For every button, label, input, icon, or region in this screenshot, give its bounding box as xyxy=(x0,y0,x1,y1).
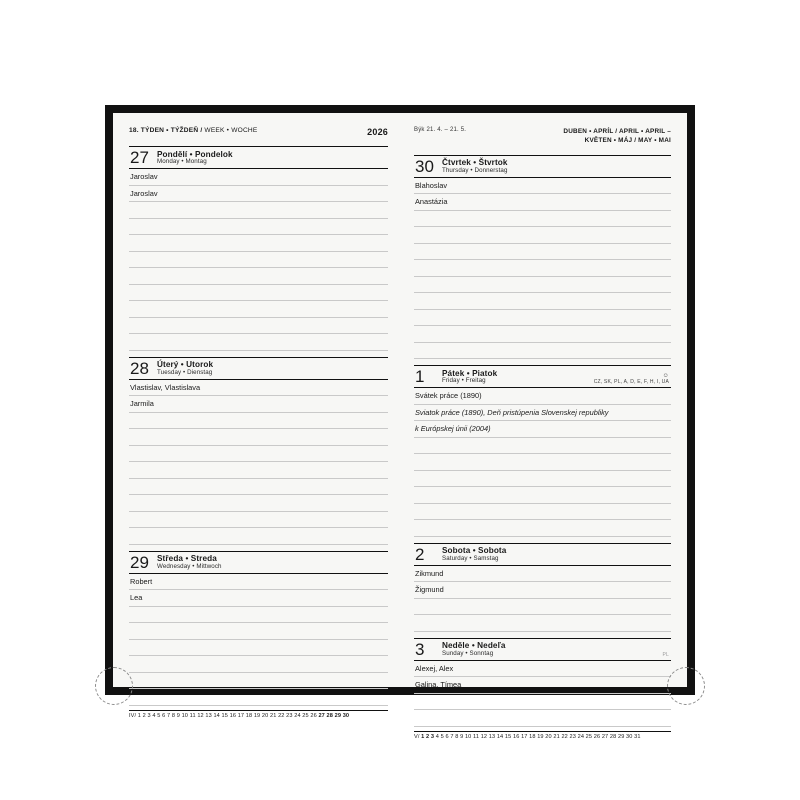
day-block-1 xyxy=(414,365,671,537)
day-number: 30 xyxy=(415,156,434,176)
note-line[interactable] xyxy=(129,334,388,351)
note-line[interactable] xyxy=(414,487,671,504)
footer-month-roman: IV/ xyxy=(129,712,137,719)
note-line[interactable] xyxy=(129,235,388,252)
day-block-3 xyxy=(414,638,671,727)
note-line[interactable] xyxy=(414,260,671,277)
day-lines xyxy=(414,566,671,632)
day-name-main: Pondělí • Pondelok xyxy=(157,149,233,159)
note-line[interactable] xyxy=(129,673,388,690)
note-line[interactable] xyxy=(129,640,388,657)
diary-pages xyxy=(113,113,687,740)
month-range-line2: KVĚTEN • MÁJ / MAY • MAI xyxy=(584,137,671,145)
page-corner-arc xyxy=(95,667,133,705)
note-line[interactable] xyxy=(414,438,671,455)
note-line[interactable] xyxy=(129,429,388,446)
diary-spread xyxy=(105,105,695,740)
name-day-entry: Galina, Tímea xyxy=(414,677,671,694)
holiday-country-list: CZ, SK, PL, A, D, E, F, H, I, UA xyxy=(593,379,669,386)
day-lines xyxy=(129,380,388,545)
day-header xyxy=(414,155,671,178)
day-name-sub: Thursday • Donnerstag xyxy=(442,166,508,174)
day-block-29 xyxy=(129,551,388,706)
note-line[interactable] xyxy=(129,689,388,706)
holiday-entry-sk-cont xyxy=(414,421,671,438)
day-header xyxy=(414,365,671,388)
holiday-entry-sk xyxy=(414,405,671,422)
note-line[interactable] xyxy=(129,413,388,430)
note-line[interactable] xyxy=(129,512,388,529)
day-number: 2 xyxy=(415,544,425,564)
name-day-entry: Robert xyxy=(129,574,388,591)
name-day-entry: Lea xyxy=(129,590,388,607)
right-page xyxy=(400,113,687,740)
day-lines xyxy=(129,574,388,706)
note-line[interactable] xyxy=(129,301,388,318)
day-header xyxy=(414,543,671,566)
note-line[interactable] xyxy=(129,656,388,673)
note-line[interactable] xyxy=(414,520,671,537)
month-range-label xyxy=(563,127,671,146)
day-name-main: Středa • Streda xyxy=(157,554,217,564)
name-day-entry: Vlastislav, Vlastislava xyxy=(129,380,388,397)
name-day-entry: Alexej, Alex xyxy=(414,661,671,678)
note-line[interactable] xyxy=(129,528,388,545)
day-block-2 xyxy=(414,543,671,632)
week-label-main: 18. TÝDEN • TÝŽDEŇ / xyxy=(129,127,203,134)
name-day-entry: Blahoslav xyxy=(414,178,671,195)
day-header xyxy=(129,551,388,574)
note-line[interactable] xyxy=(414,244,671,261)
footer-days: 1 2 3 4 5 6 7 8 9 10 11 12 13 14 15 16 17 18 19 20 21 22 23 24 25 26 27 28 29 30 31 xyxy=(421,733,641,740)
day-names xyxy=(157,360,213,376)
note-line[interactable] xyxy=(414,211,671,228)
note-line[interactable] xyxy=(414,471,671,488)
note-line[interactable] xyxy=(414,293,671,310)
day-name-sub: Sunday • Sonntag xyxy=(442,649,494,657)
day-name-sub: Friday • Freitag xyxy=(442,377,486,385)
week-label-translation: WEEK • WOCHE xyxy=(204,127,258,134)
name-day-entry: Anastázia xyxy=(414,194,671,211)
day-block-28 xyxy=(129,357,388,545)
right-page-footer xyxy=(414,731,671,740)
smiley-icon: ☺ xyxy=(662,373,669,380)
note-line[interactable] xyxy=(129,446,388,463)
left-page-footer xyxy=(129,710,388,719)
name-day-entry: Žigmund xyxy=(414,582,671,599)
holiday-country-flags: PL xyxy=(662,651,669,658)
day-block-30 xyxy=(414,155,671,360)
day-header xyxy=(414,638,671,661)
day-number: 27 xyxy=(130,148,149,167)
note-line[interactable] xyxy=(414,710,671,727)
day-name-main: Sobota • Sobota xyxy=(442,546,507,556)
note-line[interactable] xyxy=(129,219,388,236)
holiday-entry: Svátek práce (1890) xyxy=(414,388,671,405)
left-page xyxy=(113,113,400,719)
zodiac-label: Býk 21. 4. – 21. 5. xyxy=(414,127,467,133)
day-header xyxy=(129,146,388,169)
note-line[interactable] xyxy=(129,252,388,269)
note-line[interactable] xyxy=(129,623,388,640)
right-page-header xyxy=(414,127,671,149)
note-line[interactable] xyxy=(129,285,388,302)
note-line[interactable] xyxy=(414,599,671,616)
note-line[interactable] xyxy=(414,454,671,471)
week-label xyxy=(129,127,257,134)
holiday-entry-sk-line2: k Európskej únii (2004) xyxy=(415,424,491,434)
day-names xyxy=(442,158,508,174)
day-names xyxy=(157,150,233,166)
day-name-main: Pátek • Piatok xyxy=(442,368,498,378)
name-day-entry: Jarmila xyxy=(129,396,388,413)
note-line[interactable] xyxy=(129,202,388,219)
day-name-main: Neděle • Nedeľa xyxy=(442,641,506,651)
footer-month-roman: V/ xyxy=(414,733,420,740)
day-lines xyxy=(414,178,671,360)
day-names xyxy=(442,641,506,657)
day-name-sub: Wednesday • Mittwoch xyxy=(157,562,222,570)
day-lines xyxy=(414,661,671,727)
name-day-entry: Zikmund xyxy=(414,566,671,583)
day-name-sub: Saturday • Samstag xyxy=(442,554,499,562)
note-line[interactable] xyxy=(129,318,388,335)
day-number: 3 xyxy=(415,639,425,659)
left-page-header xyxy=(129,127,388,140)
day-header xyxy=(129,357,388,380)
day-number: 29 xyxy=(130,552,149,572)
note-line[interactable] xyxy=(129,462,388,479)
note-line[interactable] xyxy=(414,504,671,521)
day-lines xyxy=(414,388,671,537)
day-lines xyxy=(129,169,388,351)
page-corner-arc xyxy=(667,667,705,705)
day-number: 1 xyxy=(415,367,425,387)
note-line[interactable] xyxy=(129,479,388,496)
holiday-entry-sk-line1: Sviatok práce (1890), Deň pristúpenia Slovenskej republiky xyxy=(415,407,609,417)
day-number: 28 xyxy=(130,358,149,378)
day-name-main: Úterý • Utorok xyxy=(157,360,214,370)
name-day-entry: Jaroslav xyxy=(129,186,388,203)
note-line[interactable] xyxy=(414,343,671,360)
day-block-27 xyxy=(129,146,388,351)
day-names xyxy=(442,369,497,385)
note-line[interactable] xyxy=(414,326,671,343)
holiday-country-flags xyxy=(594,373,669,385)
note-line[interactable] xyxy=(129,607,388,624)
note-line[interactable] xyxy=(129,268,388,285)
note-line[interactable] xyxy=(414,615,671,632)
day-name-main: Čtvrtek • Štvrtok xyxy=(442,158,508,168)
note-line[interactable] xyxy=(414,310,671,327)
day-name-sub: Monday • Montag xyxy=(157,158,207,166)
footer-days: 1 2 3 4 5 6 7 8 9 10 11 12 13 14 15 16 17 18 19 20 21 22 23 24 25 26 27 28 29 30 xyxy=(137,712,350,719)
day-name-sub: Tuesday • Dienstag xyxy=(157,368,213,376)
month-range-line1: DUBEN • APRÍL / APRIL • APRIL – xyxy=(563,128,671,135)
note-line[interactable] xyxy=(129,495,388,512)
note-line[interactable] xyxy=(414,227,671,244)
year-label: 2026 xyxy=(367,127,388,137)
note-line[interactable] xyxy=(414,694,671,711)
day-names xyxy=(157,554,222,570)
name-day-entry: Jaroslav xyxy=(129,169,388,186)
day-names xyxy=(442,546,506,562)
note-line[interactable] xyxy=(414,277,671,294)
